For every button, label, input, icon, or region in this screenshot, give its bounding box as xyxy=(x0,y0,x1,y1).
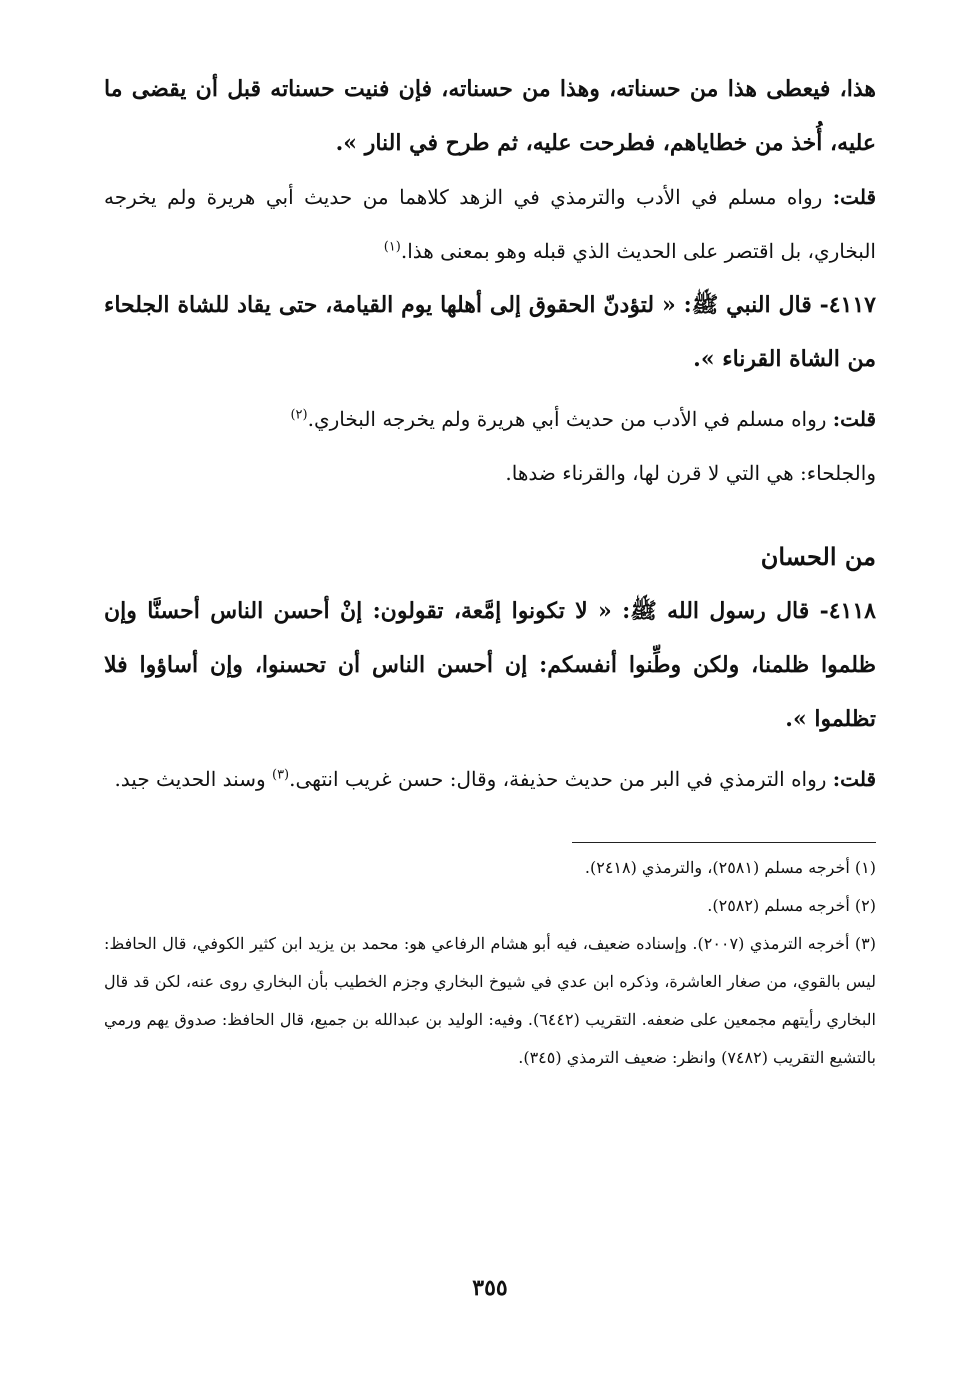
note-4116 xyxy=(104,170,876,278)
note-text-after: وسند الحديث جيد. xyxy=(114,767,266,791)
gloss-4117 xyxy=(104,446,876,500)
note-label: قلت: xyxy=(832,767,876,791)
footnote-3: (٣) أخرجه الترمذي (٢٠٠٧). وإسناده ضعيف، فيه أبو هشام الرفاعي هو: محمد بن يزيد ابن كثير الكوفي، قال الحافظ: ليس بالقوي، من صغار العاشرة، وذكره ابن عدي في شيوخ البخاري وجزم الخطيب بأن البخاري روى عنه، لكن قد قال البخاري رأيتهم مجمعين على ضعفه. التقريب (٦٤٤٢). وفيه: الوليد بن عبدالله بن جميع، قال الحافظ: صدوق يهم ورمي بالتشيع التقريب (٧٤٨٢) وانظر: ضعيف الترمذي (٣٤٥). xyxy=(104,934,877,1067)
footnote-2: (٢) أخرجه مسلم (٢٥٨٢). xyxy=(707,896,876,915)
note-label: قلت: xyxy=(832,407,876,431)
note-4118 xyxy=(104,752,876,806)
hadith-4117-text: ٤١١٧- قال النبي ﷺ: « لتؤدنّ الحقوق إلى أهلها يوم القيامة، حتى يقاد للشاة الجلحاء من الشاة القرناء ». xyxy=(104,292,876,372)
footnote-ref-1[interactable]: (١) xyxy=(383,239,401,255)
section-heading: من الحسان xyxy=(760,542,876,571)
book-page xyxy=(104,62,876,1362)
page-number: ٣٥٥ xyxy=(472,1275,508,1301)
hadith-4118-text: ٤١١٨- قال رسول الله ﷺ: « لا تكونوا إمَّعة، تقولون: إنْ أحسن الناس أحسنَّا وإن ظلموا ظلمنا، ولكن وطِّنوا أنفسكم: إن أحسن الناس أن تحسنوا، وإن أساؤوا فلا تظلموا ». xyxy=(104,598,876,732)
note-text-before: رواه الترمذي في البر من حديث حذيفة، وقال: حسن غريب انتهى. xyxy=(289,767,827,791)
footnote-ref-2[interactable]: (٢) xyxy=(290,407,308,423)
hadith-4117 xyxy=(104,278,876,386)
gloss-text: والجلحاء: هي التي لا قرن لها، والقرناء ضدها. xyxy=(505,461,876,485)
footnote-divider xyxy=(572,842,876,843)
hadith-continuation xyxy=(104,62,876,170)
footnote-1: (١) أخرجه مسلم (٢٥٨١)، والترمذي (٢٤١٨). xyxy=(584,858,876,877)
note-text: رواه مسلم في الأدب والترمذي في الزهد كلاهما من حديث أبي هريرة ولم يخرجه البخاري، بل اقتصر على الحديث الذي قبله وهو بمعنى هذا. xyxy=(104,185,876,263)
footnotes xyxy=(104,849,876,1077)
continuation-text: هذا، فيعطى هذا من حسناته، وهذا من حسناته، فإن فنيت حسناته قبل أن يقضى ما عليه، أُخذ من خطاياهم، فطرحت عليه، ثم طرح في النار ». xyxy=(104,76,876,156)
note-label: قلت: xyxy=(832,185,876,209)
footnote-ref-3[interactable]: (٣) xyxy=(271,767,290,783)
note-text: رواه مسلم في الأدب من حديث أبي هريرة ولم يخرجه البخاري. xyxy=(307,407,827,431)
hadith-4118 xyxy=(104,584,876,746)
note-4117 xyxy=(104,392,876,446)
